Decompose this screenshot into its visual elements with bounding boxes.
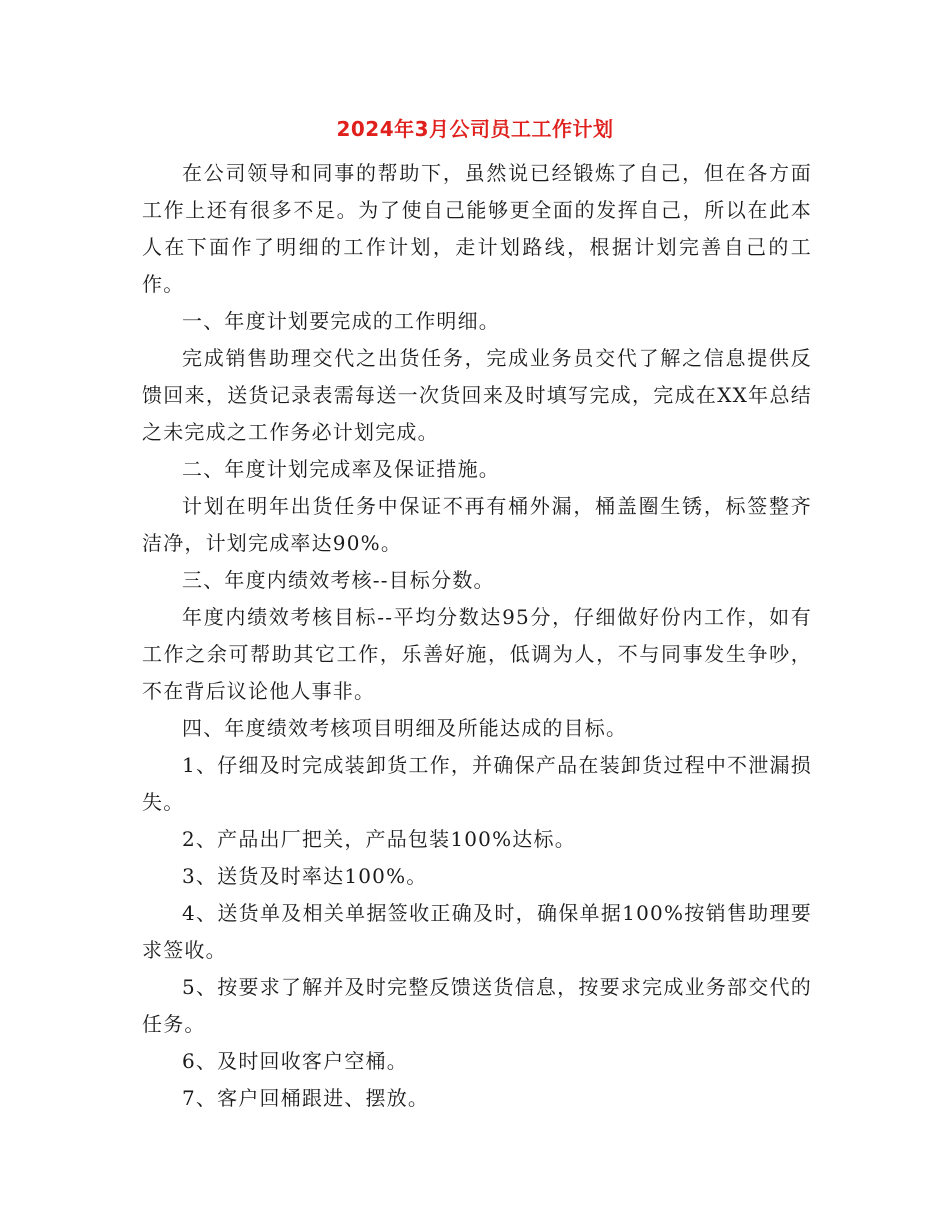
- section-heading-4: 四、年度绩效考核项目明细及所能达成的目标。: [182, 716, 628, 740]
- list-item-5: 5、按要求了解并及时完整反馈送货信息，按要求完成业务部交代的任务。: [142, 975, 812, 1036]
- list-item-6: 6、及时回收客户空桶。: [182, 1049, 408, 1073]
- page-title: 2024年3月公司员工工作计划: [336, 117, 614, 141]
- list-item-2: 2、产品出厂把关，产品包装100%达标。: [182, 827, 576, 851]
- section-heading-1: 一、年度计划要完成的工作明细。: [182, 309, 500, 333]
- paragraph-section-2: 计划在明年出货任务中保证不再有桶外漏，桶盖圈生锈，标签整齐洁净，计划完成率达90%。: [142, 494, 812, 555]
- list-item-3: 3、送货及时率达100%。: [182, 864, 428, 888]
- paragraph-section-1: 完成销售助理交代之出货任务，完成业务员交代了解之信息提供反馈回来，送货记录表需每送一次货回来及时填写完成，完成在XX年总结之未完成之工作务必计划完成。: [142, 346, 812, 444]
- document-body: [142, 155, 812, 1117]
- list-item-1: 1、仔细及时完成装卸货工作，并确保产品在装卸货过程中不泄漏损失。: [142, 753, 812, 814]
- list-item-7: 7、客户回桶跟进、摆放。: [182, 1086, 430, 1110]
- list-item-4: 4、送货单及相关单据签收正确及时，确保单据100%按销售助理要求签收。: [142, 901, 812, 962]
- section-heading-2: 二、年度计划完成率及保证措施。: [182, 457, 500, 481]
- paragraph-section-3: 年度内绩效考核目标--平均分数达95分，仔细做好份内工作，如有工作之余可帮助其它工作，乐善好施，低调为人，不与同事发生争吵，不在背后议论他人事非。: [142, 605, 812, 703]
- paragraph-intro: 在公司领导和同事的帮助下，虽然说已经锻炼了自己，但在各方面工作上还有很多不足。为了使自己能够更全面的发挥自己，所以在此本人在下面作了明细的工作计划，走计划路线，根据计划完善自己的工作。: [142, 161, 812, 296]
- section-heading-3: 三、年度内绩效考核--目标分数。: [182, 568, 495, 592]
